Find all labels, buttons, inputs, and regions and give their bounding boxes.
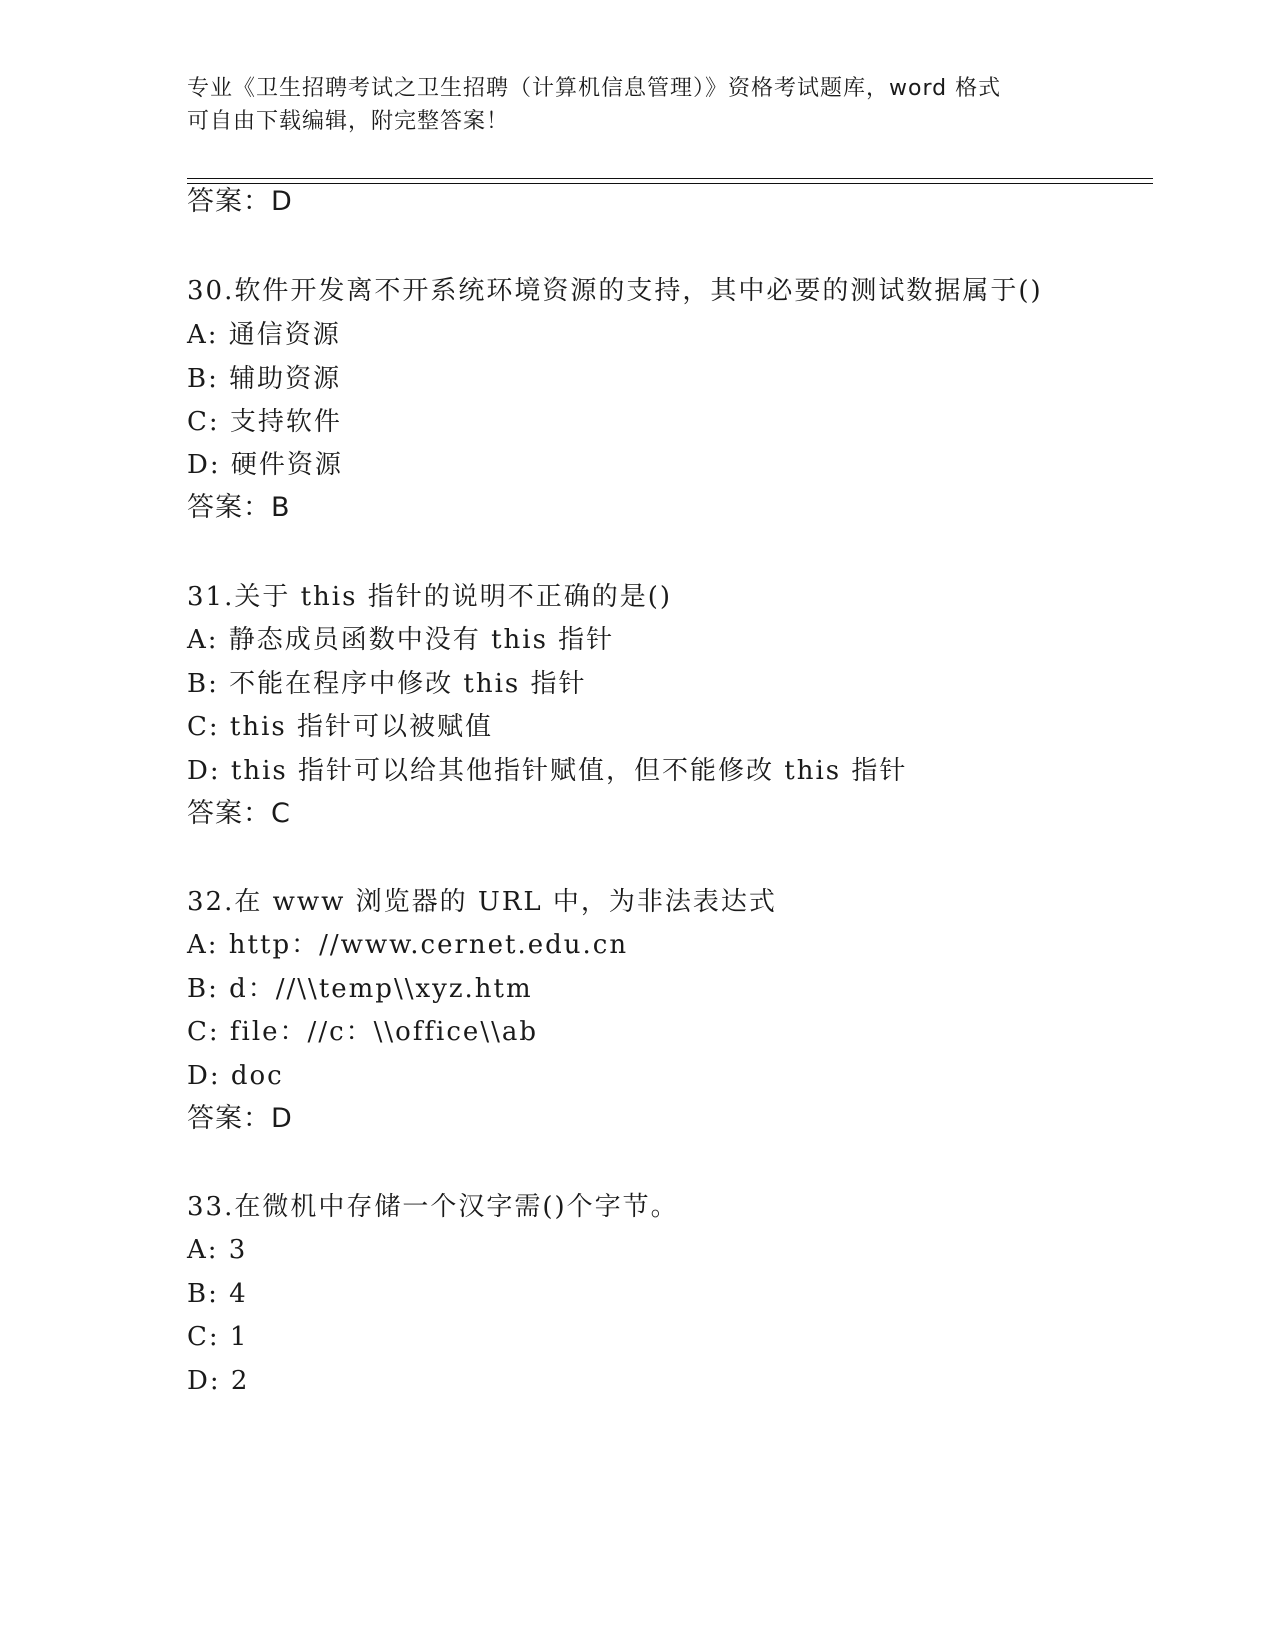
question-option: B: 4 — [187, 1279, 248, 1309]
header-divider-top — [187, 178, 1153, 179]
question-option: A: 静态成员函数中没有 this 指针 — [187, 625, 615, 655]
question-option: C: 1 — [187, 1322, 249, 1352]
question-option: A: 3 — [187, 1235, 248, 1265]
question-option: D: 2 — [187, 1366, 250, 1396]
question-stem: 31.关于 this 指针的说明不正确的是() — [187, 582, 673, 612]
document-header — [187, 72, 1067, 138]
question-stem: 33.在微机中存储一个汉字需()个字节。 — [187, 1192, 679, 1222]
question-option: A: http：//www.cernet.edu.cn — [187, 930, 629, 960]
header-line-1: 专业《卫生招聘考试之卫生招聘（计算机信息管理）》资格考试题库，word 格式 — [187, 76, 1002, 101]
question-option: B: 不能在程序中修改 this 指针 — [187, 669, 587, 699]
answer-label: 答案：D — [187, 1103, 293, 1134]
question-stem: 32.在 www 浏览器的 URL 中，为非法表达式 — [187, 887, 777, 917]
question-stem: 30.软件开发离不开系统环境资源的支持，其中必要的测试数据属于() — [187, 276, 1043, 306]
question-option: C: 支持软件 — [187, 407, 342, 437]
question-option: D: doc — [187, 1061, 284, 1091]
question-option: B: 辅助资源 — [187, 364, 342, 394]
header-line-2: 可自由下载编辑，附完整答案！ — [187, 109, 510, 134]
answer-label: 答案：C — [187, 798, 291, 829]
question-option: A: 通信资源 — [187, 320, 341, 350]
question-option: C: this 指针可以被赋值 — [187, 712, 494, 742]
question-option: C: file：//c：\\office\\ab — [187, 1017, 538, 1047]
question-option: D: 硬件资源 — [187, 450, 343, 480]
answer-label: 答案：B — [187, 492, 291, 523]
answer-label: 答案：D — [187, 186, 293, 217]
question-option: B: d：//\\temp\\xyz.htm — [187, 974, 533, 1004]
header-divider-bottom — [187, 183, 1153, 184]
question-option: D: this 指针可以给其他指针赋值，但不能修改 this 指针 — [187, 756, 908, 786]
